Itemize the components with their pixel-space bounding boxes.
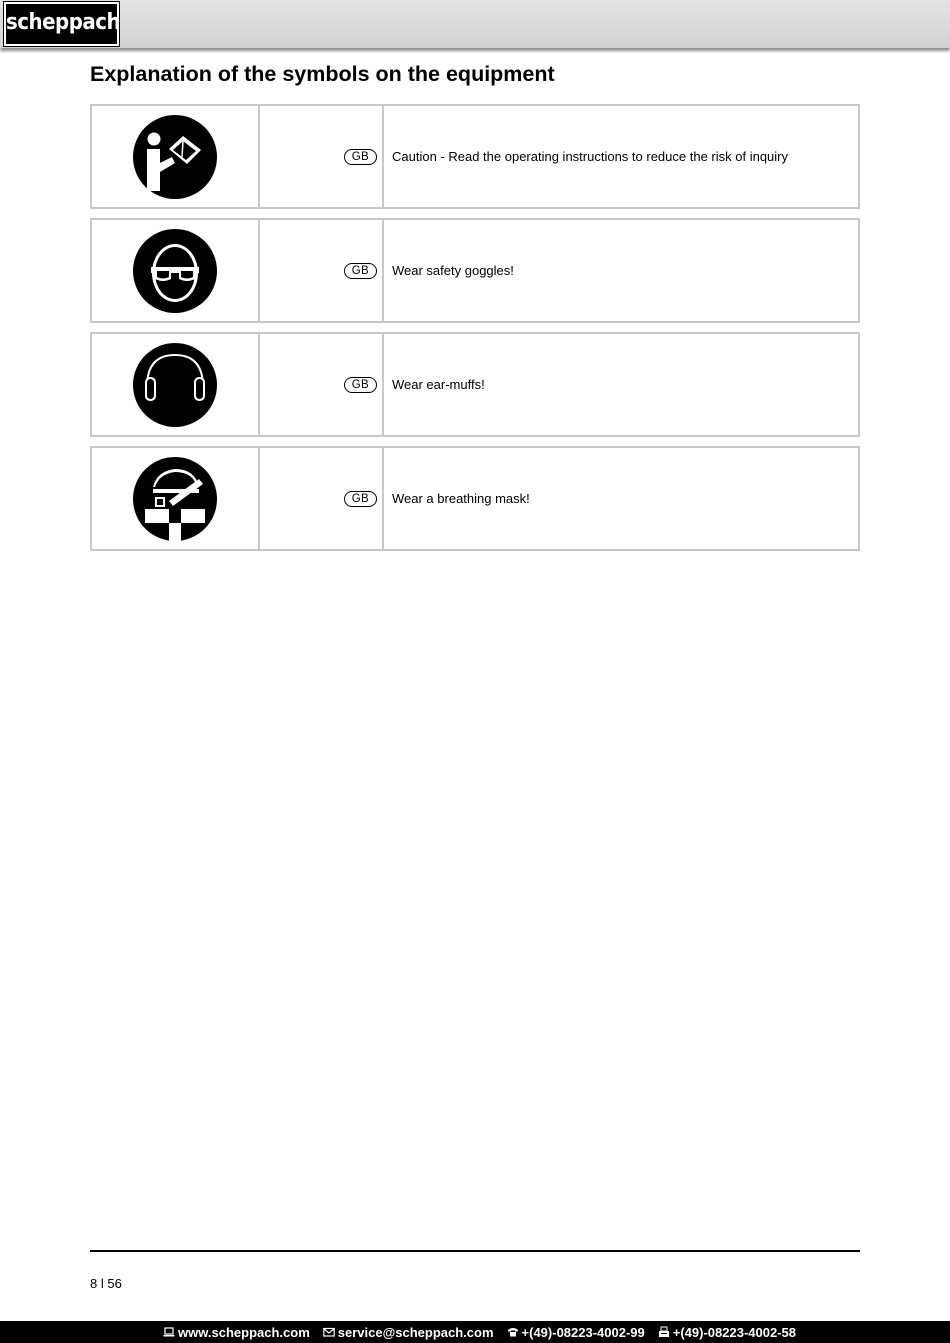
contact-website[interactable]	[163, 1325, 310, 1340]
symbol-row	[90, 332, 860, 437]
symbol-icon-cell	[92, 448, 260, 549]
symbol-description: Caution - Read the operating instructions to reduce the risk of inquiry	[392, 149, 788, 164]
language-cell	[260, 334, 384, 435]
language-cell	[260, 448, 384, 549]
symbol-icon-cell	[92, 220, 260, 321]
symbol-row	[90, 218, 860, 323]
footer-divider	[90, 1250, 860, 1252]
language-badge: GB	[344, 263, 377, 279]
symbol-row	[90, 446, 860, 551]
contact-bar	[0, 1321, 950, 1343]
language-cell	[260, 220, 384, 321]
email-link[interactable]: service@scheppach.com	[337, 1324, 494, 1340]
symbol-icon-cell	[92, 334, 260, 435]
symbol-row	[90, 104, 860, 209]
header-band	[0, 0, 950, 48]
phone-number: +(49)-08223-4002-99	[521, 1324, 645, 1340]
contact-email[interactable]	[323, 1325, 494, 1340]
website-link[interactable]: www.scheppach.com	[178, 1324, 310, 1340]
language-badge: GB	[344, 377, 377, 393]
ear-muffs-icon	[133, 343, 217, 427]
language-cell	[260, 106, 384, 207]
page-number: 8 l 56	[90, 1276, 122, 1291]
breathing-mask-icon	[133, 457, 217, 541]
contact-fax	[658, 1325, 796, 1340]
email-icon	[323, 1326, 335, 1338]
symbol-description: Wear a breathing mask!	[392, 491, 530, 506]
phone-icon	[507, 1326, 519, 1338]
language-badge: GB	[344, 149, 377, 165]
contact-phone	[507, 1325, 645, 1340]
fax-icon	[658, 1326, 670, 1338]
fax-number: +(49)-08223-4002-58	[672, 1324, 796, 1340]
safety-goggles-icon	[133, 229, 217, 313]
symbol-description: Wear ear-muffs!	[392, 377, 485, 392]
language-badge: GB	[344, 491, 377, 507]
laptop-icon	[163, 1326, 175, 1338]
symbol-description: Wear safety goggles!	[392, 263, 514, 278]
page-title: Explanation of the symbols on the equipment	[90, 62, 555, 86]
symbol-icon-cell	[92, 106, 260, 207]
read-manual-icon	[133, 115, 217, 199]
scheppach-logo: scheppach	[4, 2, 119, 46]
